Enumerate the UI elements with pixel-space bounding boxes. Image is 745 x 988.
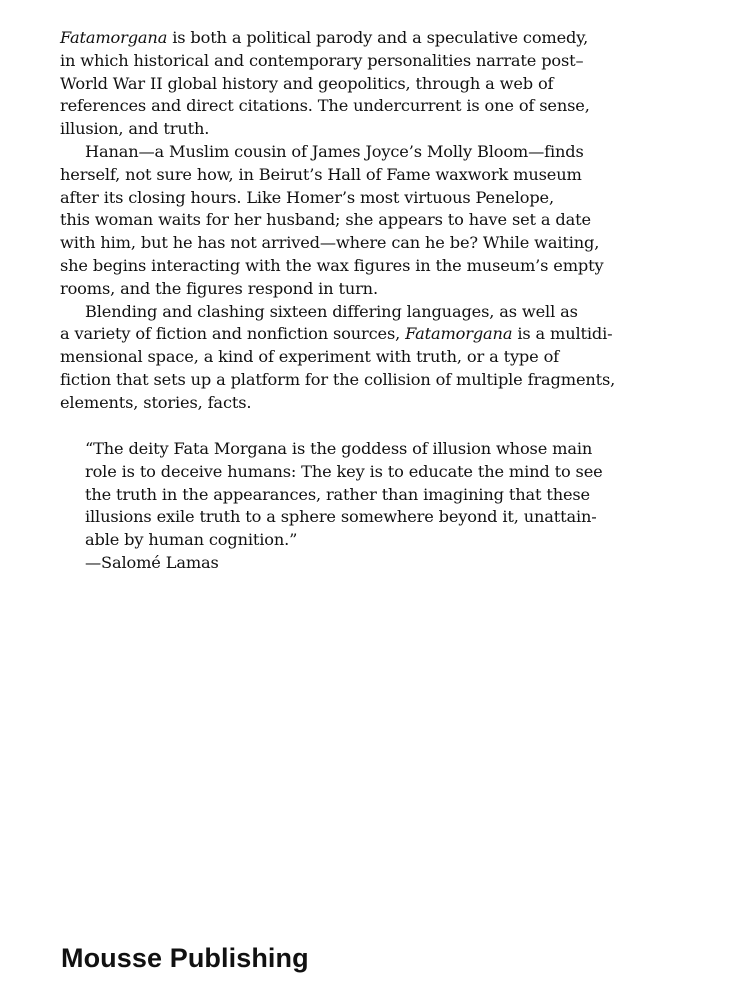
quote-attribution: —Salomé Lamas [85,552,219,572]
text-line: illusion, and truth. [60,119,210,139]
quote-line: the truth in the appearances, rather than imagining that these [85,484,590,504]
quote-line: able by human cognition.” [85,530,298,550]
text-line: rooms, and the figures respond in turn. [60,278,378,298]
text-segment: is both a political parody and a speculative comedy, [167,28,589,47]
quote-line: illusions exile truth to a sphere somewhere beyond it, unattain- [85,507,597,527]
text-line: Hanan—a Muslim cousin of James Joyce’s Molly Bloom—finds [85,141,584,161]
text-line: herself, not sure how, in Beirut’s Hall of Fame waxwork museum [60,164,582,184]
text-line: elements, stories, facts. [60,392,252,412]
title-italic: Fatamorgana [405,324,513,344]
text-line [60,27,700,50]
publisher-name: Mousse Publishing [61,943,309,973]
text-line: references and direct citations. The undercurrent is one of sense, [60,96,590,116]
paragraph-1 [60,27,700,141]
text-segment: a variety of fiction and nonfiction sources, [60,324,406,344]
paragraph-3 [60,301,700,415]
text-line: fiction that sets up a platform for the collision of multiple fragments, [60,369,616,389]
text-segment: is a multidi- [512,324,613,344]
text-line: in which historical and contemporary personalities narrate post– [60,50,584,70]
text-line: World War II global history and geopolitics, through a web of [60,73,554,93]
text-line [60,323,700,346]
title-italic: Fatamorgana [60,28,168,47]
text-line: after its closing hours. Like Homer’s most virtuous Penelope, [60,187,554,207]
text-line: with him, but he has not arrived—where can he be? While waiting, [60,233,600,253]
text-line: Blending and clashing sixteen differing languages, as well as [85,301,578,321]
block-quote [85,438,685,575]
paragraph-2 [60,141,700,301]
body-text [60,27,700,415]
text-line: mensional space, a kind of experiment with truth, or a type of [60,347,560,367]
text-line: she begins interacting with the wax figures in the museum’s empty [60,255,604,275]
quote-line: “The deity Fata Morgana is the goddess of illusion whose main [85,439,593,458]
quote-line: role is to deceive humans: The key is to educate the mind to see [85,461,603,481]
text-line: this woman waits for her husband; she appears to have set a date [60,210,591,230]
